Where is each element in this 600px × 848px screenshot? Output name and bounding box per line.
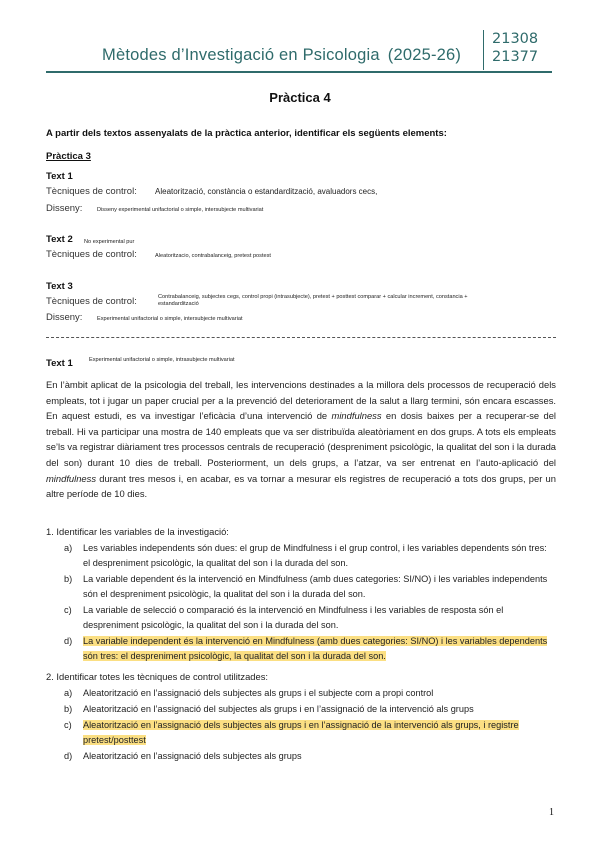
text3-techniques-label: Tècniques de control:	[46, 296, 137, 307]
q1-option-c[interactable]: c) La variable de selecció o comparació és la intervenció en Mindfulness i les variables de resposta són el despreniment psicològic, la qualitat del son i la durada del son.	[64, 605, 504, 631]
highlighted-answer: Aleatorització en l’assignació dels subjectes als grups i en l’assignació de la intervenció als grups, i registre pretest/posttest	[83, 720, 519, 746]
section-note: Experimental unifactorial o simple, intrasubjecte multivariat	[89, 357, 235, 363]
text3-design-label: Disseny:	[46, 312, 83, 323]
header-rule	[46, 71, 552, 73]
course-title	[102, 46, 461, 65]
practica3-heading: Pràctica 3	[46, 151, 91, 162]
text1-design-value: Disseny experimental unifactorial o simple, intersubjecte multivariat	[97, 207, 264, 213]
q1-option-d[interactable]: d) La variable independent és la intervenció en Mindfulness (amb dues categories: SI/NO) i les variables dependents són tres: el despreniment psicològic, la qualitat del son i la durada del son.	[64, 636, 548, 662]
text2-note: No experimental pur	[84, 239, 135, 245]
header-divider	[483, 30, 484, 70]
mindfulness-term: mindfulness	[46, 472, 97, 484]
text3-techniques-value-cont: estandardització	[158, 301, 199, 307]
course-year: (2025-26)	[387, 46, 462, 64]
text2-techniques-value: Aleatoritzacio, contrabalanceig, pretest postest	[155, 253, 271, 259]
question-1: 1. Identificar les variables de la investigació:	[46, 526, 229, 537]
text3-techniques-value: Contrabalanceig, subjectes cegs, control propi (intrasubjecte), pretest + posttest comparar + calcular increment, constancia +	[158, 294, 468, 300]
instructions: A partir dels textos assenyalats de la pràctica anterior, identificar els següents elements:	[46, 128, 447, 139]
text1-title: Text 1	[46, 171, 73, 182]
separator-line	[46, 337, 556, 338]
q2-option-c[interactable]: c) Aleatorització en l’assignació dels subjectes als grups i en l’assignació de la intervenció als grups, i registre pretest/posttest	[64, 720, 519, 746]
q2-option-b[interactable]: b) Aleatorització en l’assignació del subjectes als grups i en l’assignació de la intervenció als grups	[64, 704, 474, 714]
text1-techniques-value: Aleatorització, constància o estandardització, avaluadors cecs,	[155, 187, 378, 196]
course-name: Mètodes d’Investigació en Psicologia	[102, 46, 380, 64]
course-code-2: 21377	[492, 49, 539, 65]
page-number: 1	[549, 807, 554, 818]
mindfulness-term: mindfulness	[331, 410, 382, 422]
q2-option-d[interactable]: d) Aleatorització en l’assignació dels subjectes als grups	[64, 751, 302, 761]
text3-design-value: Experimental unifactorial o simple, intersubjecte multivariat	[97, 316, 243, 322]
question-2: 2. Identificar totes les tècniques de control utilitzades:	[46, 671, 268, 682]
section-paragraph: En l’àmbit aplicat de la psicologia del treball, les intervencions destinades a la millora dels processos de recuperació dels empleats, tot i jugar un paper crucial per a la prevenció del deteriorament de la salut a llarg termini, són encara escasses. En aquest estudi, es va investigar l’eficàcia d’una intervenció de mindfulness en dosis baixes per a recuperar-se del treball. Hi va participar una mostra de 140 empleats que va ser distribuïda aleatòriament en dos grups. A tots els empleats se’ls va registrar diàriament tres processos centrals de recuperació (despreniment psicològic, la qualitat del son i la durada del son) durant 10 dies de treball. Posteriorment, un dels grups, a l’atzar, va ser entrenat en l’auto-aplicació del mindfulness durant tres mesos i, en acabar, es va tornar a mesurar els registres de recuperació a tots dos grups, per un altre període de 10 dies.	[46, 379, 556, 500]
page-title: Pràctica 4	[269, 90, 331, 105]
q2-option-a[interactable]: a) Aleatorització en l’assignació dels subjectes als grups i el subjecte com a propi control	[64, 688, 434, 698]
course-code-1: 21308	[492, 31, 539, 47]
text1-design-label: Disseny:	[46, 203, 83, 214]
highlighted-answer: La variable independent és la intervenció en Mindfulness (amb dues categories: SI/NO) i les variables dependents són tres: el despreniment psicològic, la qualitat del son i la durada del son.	[83, 636, 548, 662]
text2-title: Text 2	[46, 234, 73, 245]
q1-option-a[interactable]: a) Les variables independents són dues: el grup de Mindfulness i el grup control, i les variables dependents són tres: el despreniment psicològic, la qualitat del son i la durada del son.	[64, 543, 547, 569]
section-title: Text 1	[46, 358, 73, 369]
text2-techniques-label: Tècniques de control:	[46, 249, 137, 260]
text1-techniques-label: Tècniques de control:	[46, 186, 137, 197]
q1-option-b[interactable]: b) La variable dependent és la intervenció en Mindfulness (amb dues categories: SI/NO) i les variables independents són el despreniment psicològic, la qualitat del son i la durada del son.	[64, 574, 548, 600]
text3-title: Text 3	[46, 281, 73, 292]
